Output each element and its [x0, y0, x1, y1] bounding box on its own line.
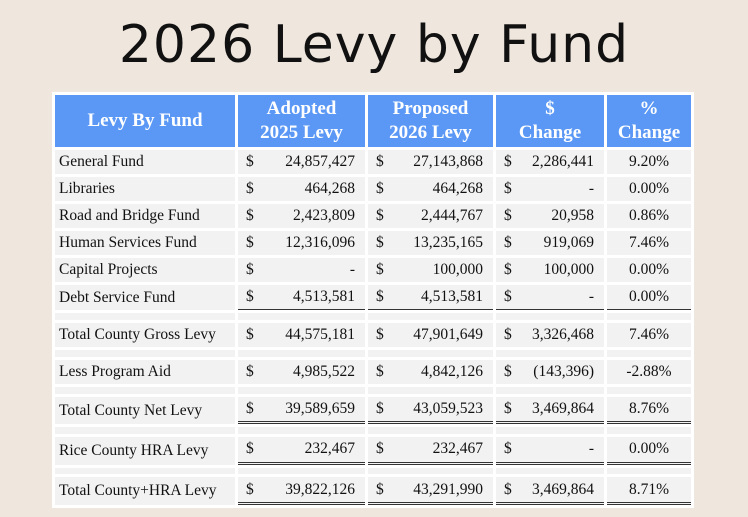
- spacer-cell: [496, 350, 604, 357]
- dollar-change: [496, 177, 604, 201]
- spacer-cell: [55, 468, 235, 475]
- percent-change: 0.00%: [607, 258, 691, 282]
- currency-symbol: $: [504, 180, 512, 198]
- fund-name: Human Services Fund: [55, 231, 235, 255]
- dollar-change: [496, 477, 604, 505]
- spacer-cell: [55, 387, 235, 394]
- fund-name: Total County Gross Levy: [55, 323, 235, 347]
- spacer-cell: [496, 387, 604, 394]
- adopted-2025: [238, 150, 365, 174]
- proposed-2026-value: 43,059,523: [413, 400, 483, 418]
- header-adopted-line2: 2025 Levy: [260, 122, 343, 143]
- adopted-2025: [238, 204, 365, 228]
- adopted-2025-value: 39,822,126: [285, 480, 355, 498]
- adopted-2025-value: 39,589,659: [285, 400, 355, 418]
- header-adopted: [238, 95, 365, 147]
- proposed-2026: [368, 477, 493, 505]
- currency-symbol: $: [504, 480, 512, 498]
- adopted-2025: [238, 177, 365, 201]
- dollar-change-value: -: [588, 180, 594, 198]
- percent-change: 0.00%: [607, 177, 691, 201]
- currency-symbol: $: [504, 326, 512, 344]
- percent-change: 7.46%: [607, 323, 691, 347]
- spacer-cell: [368, 350, 493, 357]
- dollar-change-value: 919,069: [543, 234, 594, 252]
- spacer-cell: [55, 427, 235, 434]
- currency-symbol: $: [246, 261, 254, 279]
- adopted-2025-value: 12,316,096: [285, 234, 355, 252]
- currency-symbol: $: [246, 207, 254, 225]
- currency-symbol: $: [246, 362, 254, 380]
- adopted-2025-value: 4,985,522: [293, 362, 355, 380]
- spacer-cell: [368, 313, 493, 320]
- spacer-row: [55, 427, 691, 434]
- table-row: [55, 397, 691, 424]
- proposed-2026: [368, 258, 493, 282]
- header-percent-change-line1: %: [639, 98, 659, 119]
- table-row: [55, 285, 691, 310]
- currency-symbol: $: [246, 480, 254, 498]
- proposed-2026: [368, 323, 493, 347]
- fund-name: Libraries: [55, 177, 235, 201]
- dollar-change-value: -: [588, 440, 594, 458]
- dollar-change-value: 100,000: [543, 261, 594, 279]
- header-adopted-line1: Adopted: [266, 98, 337, 119]
- currency-symbol: $: [376, 400, 384, 418]
- fund-name: General Fund: [55, 150, 235, 174]
- currency-symbol: $: [376, 288, 384, 306]
- currency-symbol: $: [376, 362, 384, 380]
- adopted-2025-value: -: [349, 261, 355, 279]
- fund-name: Total County Net Levy: [55, 397, 235, 424]
- adopted-2025-value: 232,467: [304, 440, 355, 458]
- percent-change: -2.88%: [607, 360, 691, 384]
- currency-symbol: $: [246, 400, 254, 418]
- currency-symbol: $: [376, 207, 384, 225]
- currency-symbol: $: [246, 234, 254, 252]
- table-row: [55, 150, 691, 174]
- spacer-row: [55, 313, 691, 320]
- proposed-2026-value: 43,291,990: [413, 480, 483, 498]
- header-dollar-change-line2: Change: [518, 122, 582, 143]
- spacer-row: [55, 387, 691, 394]
- header-dollar-change: [496, 95, 604, 147]
- currency-symbol: $: [376, 234, 384, 252]
- header-dollar-change-line1: $: [545, 98, 555, 119]
- currency-symbol: $: [376, 261, 384, 279]
- header-fund-label: Levy By Fund: [87, 110, 203, 131]
- proposed-2026: [368, 360, 493, 384]
- spacer-cell: [368, 387, 493, 394]
- dollar-change-value: 3,469,864: [532, 400, 594, 418]
- currency-symbol: $: [504, 288, 512, 306]
- proposed-2026: [368, 231, 493, 255]
- fund-name: Road and Bridge Fund: [55, 204, 235, 228]
- proposed-2026-value: 100,000: [432, 261, 483, 279]
- currency-symbol: $: [246, 288, 254, 306]
- dollar-change: [496, 285, 604, 310]
- spacer-cell: [368, 468, 493, 475]
- adopted-2025: [238, 285, 365, 310]
- adopted-2025: [238, 437, 365, 464]
- spacer-cell: [238, 468, 365, 475]
- spacer-cell: [496, 313, 604, 320]
- currency-symbol: $: [376, 440, 384, 458]
- table-row: [55, 258, 691, 282]
- dollar-change-value: 3,469,864: [532, 480, 594, 498]
- dollar-change: [496, 231, 604, 255]
- dollar-change: [496, 204, 604, 228]
- currency-symbol: $: [504, 261, 512, 279]
- adopted-2025-value: 4,513,581: [293, 288, 355, 306]
- dollar-change: [496, 360, 604, 384]
- dollar-change-value: 2,286,441: [532, 153, 594, 170]
- proposed-2026: [368, 397, 493, 424]
- fund-name: Debt Service Fund: [55, 285, 235, 310]
- table-row: [55, 204, 691, 228]
- proposed-2026: [368, 150, 493, 174]
- spacer-cell: [607, 350, 691, 357]
- spacer-cell: [368, 427, 493, 434]
- header-row: [55, 95, 691, 147]
- spacer-cell: [238, 387, 365, 394]
- adopted-2025-value: 24,857,427: [285, 153, 355, 170]
- dollar-change: [496, 437, 604, 464]
- proposed-2026: [368, 204, 493, 228]
- spacer-cell: [496, 468, 604, 475]
- currency-symbol: $: [246, 180, 254, 198]
- adopted-2025: [238, 360, 365, 384]
- currency-symbol: $: [246, 326, 254, 344]
- proposed-2026-value: 4,513,581: [421, 288, 483, 306]
- currency-symbol: $: [504, 440, 512, 458]
- currency-symbol: $: [504, 153, 512, 170]
- spacer-cell: [238, 313, 365, 320]
- table-body: [55, 150, 691, 505]
- adopted-2025: [238, 231, 365, 255]
- adopted-2025-value: 464,268: [304, 180, 355, 198]
- dollar-change: [496, 258, 604, 282]
- spacer-cell: [55, 313, 235, 320]
- proposed-2026-value: 232,467: [432, 440, 483, 458]
- fund-name: Less Program Aid: [55, 360, 235, 384]
- spacer-cell: [55, 350, 235, 357]
- currency-symbol: $: [246, 153, 254, 170]
- adopted-2025-value: 44,575,181: [285, 326, 355, 344]
- adopted-2025-value: 2,423,809: [293, 207, 355, 225]
- adopted-2025: [238, 477, 365, 505]
- header-fund: [55, 95, 235, 147]
- spacer-cell: [607, 387, 691, 394]
- table-row: [55, 477, 691, 505]
- currency-symbol: $: [376, 326, 384, 344]
- header-proposed: [368, 95, 493, 147]
- percent-change: 9.20%: [607, 150, 691, 174]
- proposed-2026-value: 27,143,868: [413, 153, 483, 170]
- dollar-change: [496, 323, 604, 347]
- proposed-2026-value: 4,842,126: [421, 362, 483, 380]
- header-proposed-line1: Proposed: [392, 98, 469, 119]
- percent-change: 7.46%: [607, 231, 691, 255]
- currency-symbol: $: [504, 362, 512, 380]
- currency-symbol: $: [504, 400, 512, 418]
- spacer-cell: [607, 468, 691, 475]
- spacer-cell: [496, 427, 604, 434]
- spacer-row: [55, 468, 691, 475]
- currency-symbol: $: [246, 440, 254, 458]
- adopted-2025: [238, 323, 365, 347]
- table-row: [55, 323, 691, 347]
- proposed-2026: [368, 285, 493, 310]
- percent-change: 8.76%: [607, 397, 691, 424]
- page-title: 2026 Levy by Fund: [118, 15, 630, 75]
- spacer-row: [55, 350, 691, 357]
- spacer-cell: [238, 350, 365, 357]
- proposed-2026: [368, 177, 493, 201]
- table-row: [55, 360, 691, 384]
- fund-name: Total County+HRA Levy: [55, 477, 235, 505]
- currency-symbol: $: [376, 180, 384, 198]
- spacer-cell: [607, 427, 691, 434]
- header-percent-change-line2: Change: [617, 122, 681, 143]
- header-percent-change: [607, 95, 691, 147]
- proposed-2026-value: 464,268: [432, 180, 483, 198]
- spacer-cell: [607, 313, 691, 320]
- adopted-2025: [238, 397, 365, 424]
- fund-name: Capital Projects: [55, 258, 235, 282]
- proposed-2026: [368, 437, 493, 464]
- percent-change: 0.86%: [607, 204, 691, 228]
- currency-symbol: $: [376, 480, 384, 498]
- dollar-change-value: (143,396): [533, 362, 594, 380]
- table-row: [55, 231, 691, 255]
- header-proposed-line2: 2026 Levy: [389, 122, 472, 143]
- dollar-change-value: 20,958: [551, 207, 594, 225]
- dollar-change-value: 3,326,468: [532, 326, 594, 344]
- spacer-cell: [238, 427, 365, 434]
- percent-change: 0.00%: [607, 437, 691, 464]
- proposed-2026-value: 13,235,165: [413, 234, 483, 252]
- table-row: [55, 177, 691, 201]
- proposed-2026-value: 47,901,649: [413, 326, 483, 344]
- fund-name: Rice County HRA Levy: [55, 437, 235, 464]
- currency-symbol: $: [376, 153, 384, 170]
- table-row: [55, 437, 691, 464]
- percent-change: 0.00%: [607, 285, 691, 310]
- currency-symbol: $: [504, 234, 512, 252]
- dollar-change: [496, 150, 604, 174]
- dollar-change: [496, 397, 604, 424]
- adopted-2025: [238, 258, 365, 282]
- proposed-2026-value: 2,444,767: [421, 207, 483, 225]
- percent-change: 8.71%: [607, 477, 691, 505]
- levy-table: [52, 92, 694, 508]
- dollar-change-value: -: [588, 288, 594, 306]
- currency-symbol: $: [504, 207, 512, 225]
